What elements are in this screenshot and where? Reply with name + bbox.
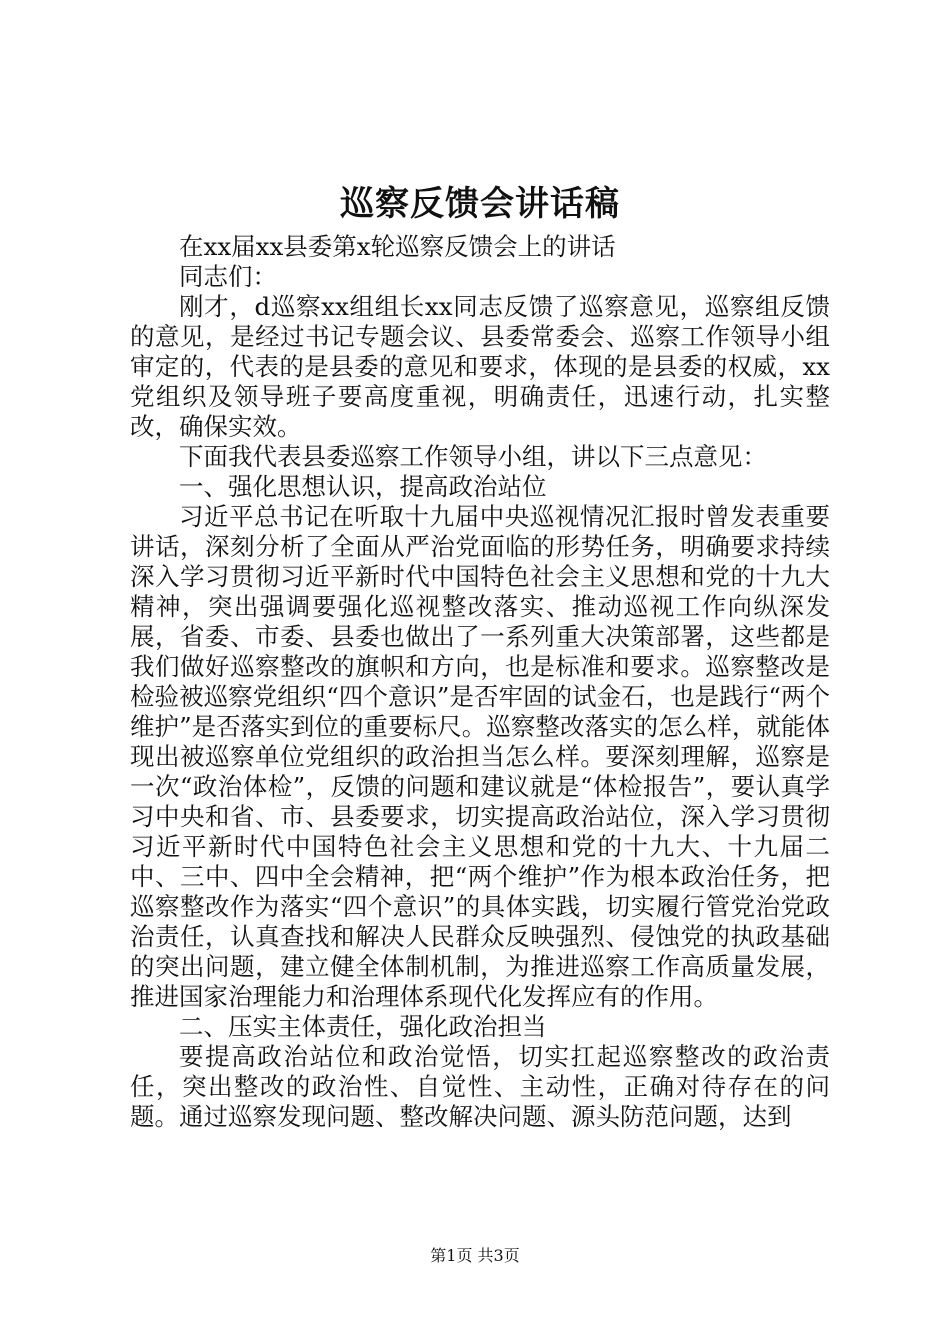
page-footer: 第1页 共3页	[430, 1246, 520, 1265]
document-body	[130, 182, 830, 1132]
body-paragraph: 要提高政治站位和政治觉悟，切实扛起巡察整改的政治责任，突出整改的政治性、自觉性、主动性，正确对待存在的问题。通过巡察发现问题、整改解决问题、源头防范问题，达到	[130, 1042, 830, 1131]
salutation: 同志们：	[179, 262, 277, 291]
body-paragraph: 习近平总书记在听取十九届中央巡视情况汇报时曾发表重要讲话，深刻分析了全面从严治党面临的形势任务，明确要求持续深入学习贯彻习近平新时代中国特色社会主义思想和党的十九大精神，突出强调要强化巡视整改落实、推动巡视工作向纵深发展，省委、市委、县委也做出了一系列重大决策部署，这些都是我们做好巡察整改的旗帜和方向，也是标准和要求。巡察整改是检验被巡察党组织“四个意识”是否牢固的试金石，也是践行“两个维护”是否落实到位的重要标尺。巡察整改落实的怎么样，就能体现出被巡察单位党组织的政治担当怎么样。要深刻理解，巡察是一次“政治体检”，反馈的问题和建议就是“体检报告”，要认真学习中央和省、市、县委要求，切实提高政治站位，深入学习贯彻习近平新时代中国特色社会主义思想和党的十九大、十九届二中、三中、四中全会精神，把“两个维护”作为根本政治任务，把巡察整改作为落实“四个意识”的具体实践，切实履行管党治党政治责任，认真查找和解决人民群众反映强烈、侵蚀党的执政基础的突出问题，建立健全体制机制，为推进巡察工作高质量发展，推进国家治理能力和治理体系现代化发挥应有的作用。	[130, 502, 830, 1011]
body-paragraph: 刚才，d巡察xx组组长xx同志反馈了巡察意见，巡察组反馈的意见，是经过书记专题会议、县委常委会、巡察工作领导小组审定的，代表的是县委的意见和要求，体现的是县委的权威，xx党组织及领导班子要高度重视，明确责任，迅速行动，扎实整改，确保实效。	[130, 292, 830, 441]
section-heading-1: 一、强化思想认识，提高政治站位	[179, 472, 547, 501]
section-heading-2: 二、压实主体责任，强化政治担当	[179, 1012, 547, 1041]
body-paragraph: 下面我代表县委巡察工作领导小组，讲以下三点意见：	[179, 442, 767, 471]
page-title: 巡察反馈会讲话稿	[340, 184, 620, 224]
speech-subtitle: 在xx届xx县委第x轮巡察反馈会上的讲话	[179, 232, 616, 261]
